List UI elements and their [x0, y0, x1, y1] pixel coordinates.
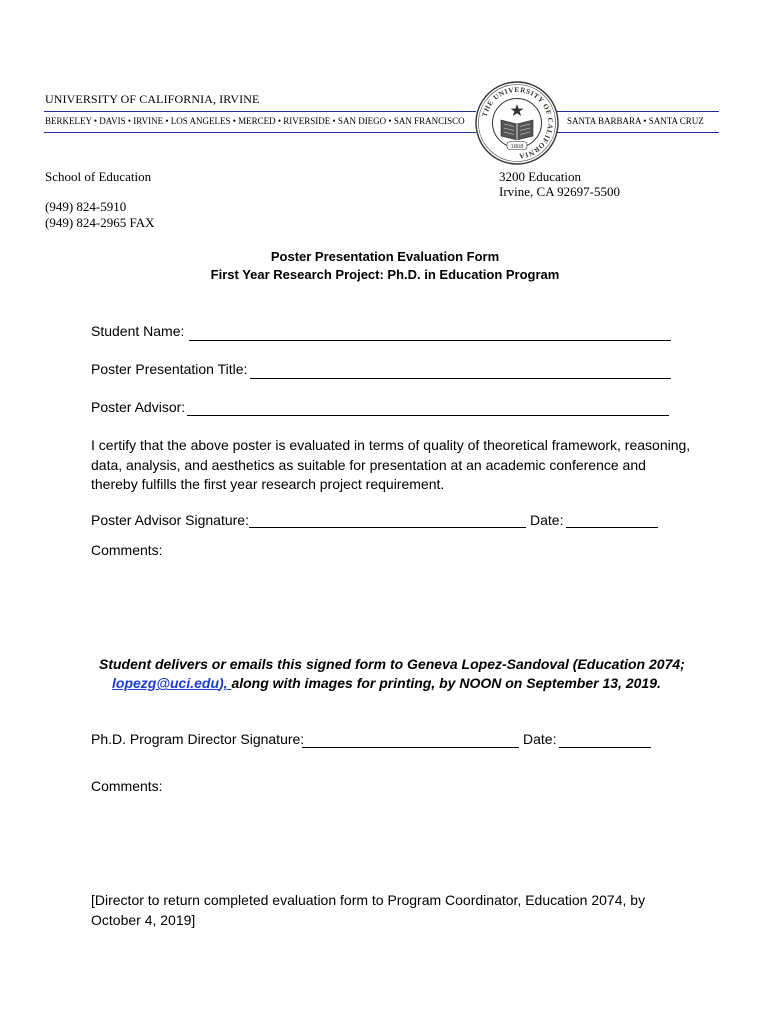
- student-name-label: Student Name:: [91, 323, 185, 339]
- campus-list-right: SANTA BARBARA • SANTA CRUZ: [567, 116, 704, 126]
- letterhead-rule-top-left: [44, 111, 476, 112]
- delivery-instructions-line-2: [112, 675, 661, 691]
- poster-title-field[interactable]: [250, 378, 671, 379]
- advisor-date-field[interactable]: [566, 527, 658, 528]
- fax-number: (949) 824-2965 FAX: [45, 215, 155, 230]
- letterhead-rule-bottom-right: [557, 132, 719, 133]
- poster-advisor-field[interactable]: [187, 415, 669, 416]
- address-line-1: 3200 Education: [499, 169, 581, 184]
- certification-statement: I certify that the above poster is evaluated in terms of quality of theoretical framework, reasoning, data, analysis, and aesthetics as suitable for presentation at an academic conference and thereby fulfills the first year research project requirement.: [91, 437, 691, 492]
- seal-year: 1868: [510, 143, 524, 150]
- form-title: Poster Presentation Evaluation Form: [270, 249, 500, 264]
- phone-number: (949) 824-5910: [45, 199, 127, 214]
- letterhead-rule-top-right: [557, 111, 719, 112]
- director-signature-field[interactable]: [302, 747, 519, 748]
- advisor-signature-field[interactable]: [249, 527, 526, 528]
- director-date-label: Date:: [523, 731, 557, 747]
- form-subtitle: First Year Research Project: Ph.D. in Education Program: [210, 267, 560, 282]
- email-closing-paren: ),: [219, 675, 232, 691]
- letterhead-rule-bottom-left: [44, 132, 476, 133]
- director-signature-label: Ph.D. Program Director Signature:: [91, 731, 305, 747]
- director-return-note: [Director to return completed evaluation form to Program Coordinator, Education 2074, by October 4, 2019]: [91, 892, 646, 928]
- advisor-signature-label: Poster Advisor Signature:: [91, 512, 249, 528]
- poster-title-label: Poster Presentation Title:: [91, 361, 248, 377]
- director-comments-label: Comments:: [91, 778, 163, 794]
- university-name: UNIVERSITY OF CALIFORNIA, IRVINE: [45, 92, 260, 106]
- address-line-2: Irvine, CA 92697-5500: [499, 184, 620, 199]
- director-date-field[interactable]: [559, 747, 651, 748]
- delivery-deadline-text: along with images for printing, by NOON on September 13, 2019.: [231, 675, 661, 691]
- poster-advisor-label: Poster Advisor:: [91, 399, 186, 415]
- advisor-date-label: Date:: [530, 512, 564, 528]
- student-name-field[interactable]: [189, 340, 671, 341]
- university-seal-icon: [474, 80, 560, 166]
- department-name: School of Education: [45, 169, 152, 184]
- coordinator-email-link[interactable]: lopezg@uci.edu: [112, 675, 219, 691]
- delivery-instructions-line-1: Student delivers or emails this signed form to Geneva Lopez-Sandoval (Education 2074;: [99, 656, 685, 672]
- seal-ring-text: THE UNIVERSITY OF CALIFORNIA: [480, 85, 555, 161]
- advisor-comments-label: Comments:: [91, 542, 163, 558]
- campus-list-left: BERKELEY • DAVIS • IRVINE • LOS ANGELES • MERCED • RIVERSIDE • SAN DIEGO • SAN FRANCISCO: [45, 116, 465, 126]
